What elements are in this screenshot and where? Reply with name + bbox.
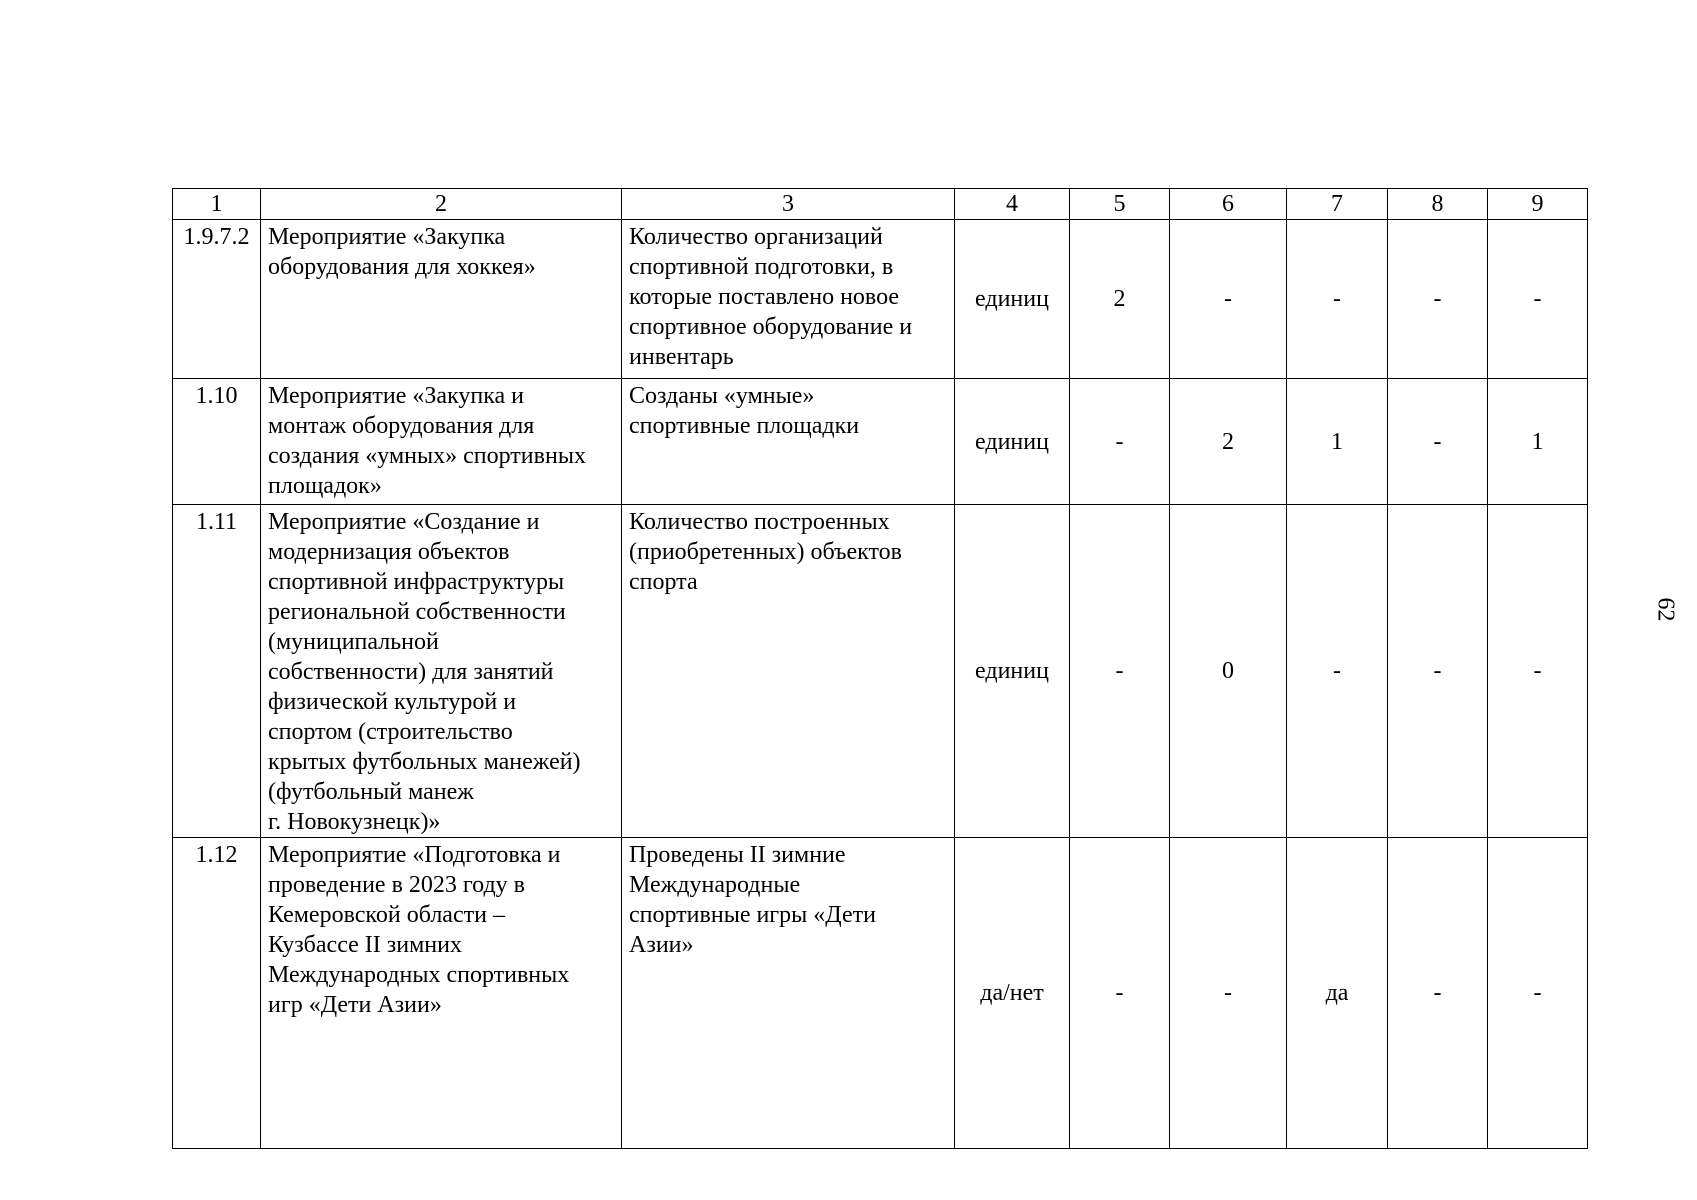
header-cell: 9 bbox=[1488, 189, 1588, 220]
value-col5: 2 bbox=[1070, 220, 1170, 379]
value-col9: - bbox=[1488, 838, 1588, 1149]
value-col7: - bbox=[1287, 505, 1388, 838]
value-col8: - bbox=[1388, 220, 1488, 379]
row-number: 1.11 bbox=[173, 505, 261, 838]
table-row bbox=[173, 838, 1588, 1149]
header-cell: 2 bbox=[261, 189, 622, 220]
indicator-name: Количество построенных (приобретенных) объектов спорта bbox=[622, 505, 955, 838]
value-col5: - bbox=[1070, 838, 1170, 1149]
unit-cell: единиц bbox=[955, 505, 1070, 838]
header-cell: 7 bbox=[1287, 189, 1388, 220]
value-col6: - bbox=[1170, 838, 1287, 1149]
value-col9: 1 bbox=[1488, 379, 1588, 505]
event-name: Мероприятие «Подготовка и проведение в 2023 году в Кемеровской области – Кузбассе II зимних Международных спортивных игр «Дети Азии» bbox=[261, 838, 622, 1149]
value-col8: - bbox=[1388, 505, 1488, 838]
header-cell: 8 bbox=[1388, 189, 1488, 220]
value-col8: - bbox=[1388, 379, 1488, 505]
header-cell: 6 bbox=[1170, 189, 1287, 220]
indicator-name: Созданы «умные» спортивные площадки bbox=[622, 379, 955, 505]
value-col7: - bbox=[1287, 220, 1388, 379]
page-number: 62 bbox=[1652, 597, 1679, 622]
value-col7: да bbox=[1287, 838, 1388, 1149]
indicator-table bbox=[172, 188, 1588, 1149]
header-cell: 3 bbox=[622, 189, 955, 220]
header-row bbox=[173, 189, 1588, 220]
event-name: Мероприятие «Закупка оборудования для хоккея» bbox=[261, 220, 622, 379]
value-col9: - bbox=[1488, 505, 1588, 838]
event-name: Мероприятие «Создание и модернизация объектов спортивной инфраструктуры региональной собственности (муниципальной собственности) для занятий физической культурой и спортом (строительство крытых футбольных манежей) (футбольный манеж г. Новокузнецк)» bbox=[261, 505, 622, 838]
value-col9: - bbox=[1488, 220, 1588, 379]
header-cell: 4 bbox=[955, 189, 1070, 220]
value-col6: - bbox=[1170, 220, 1287, 379]
event-name: Мероприятие «Закупка и монтаж оборудования для создания «умных» спортивных площадок» bbox=[261, 379, 622, 505]
table-row bbox=[173, 505, 1588, 838]
table-row bbox=[173, 220, 1588, 379]
value-col6: 0 bbox=[1170, 505, 1287, 838]
table-row bbox=[173, 379, 1588, 505]
header-cell: 5 bbox=[1070, 189, 1170, 220]
value-col5: - bbox=[1070, 379, 1170, 505]
unit-cell: единиц bbox=[955, 220, 1070, 379]
unit-cell: единиц bbox=[955, 379, 1070, 505]
value-col7: 1 bbox=[1287, 379, 1388, 505]
header-cell: 1 bbox=[173, 189, 261, 220]
row-number: 1.10 bbox=[173, 379, 261, 505]
value-col5: - bbox=[1070, 505, 1170, 838]
indicator-name: Количество организаций спортивной подготовки, в которые поставлено новое спортивное оборудование и инвентарь bbox=[622, 220, 955, 379]
row-number: 1.9.7.2 bbox=[173, 220, 261, 379]
value-col6: 2 bbox=[1170, 379, 1287, 505]
unit-cell: да/нет bbox=[955, 838, 1070, 1149]
indicator-name: Проведены II зимние Международные спортивные игры «Дети Азии» bbox=[622, 838, 955, 1149]
row-number: 1.12 bbox=[173, 838, 261, 1149]
value-col8: - bbox=[1388, 838, 1488, 1149]
